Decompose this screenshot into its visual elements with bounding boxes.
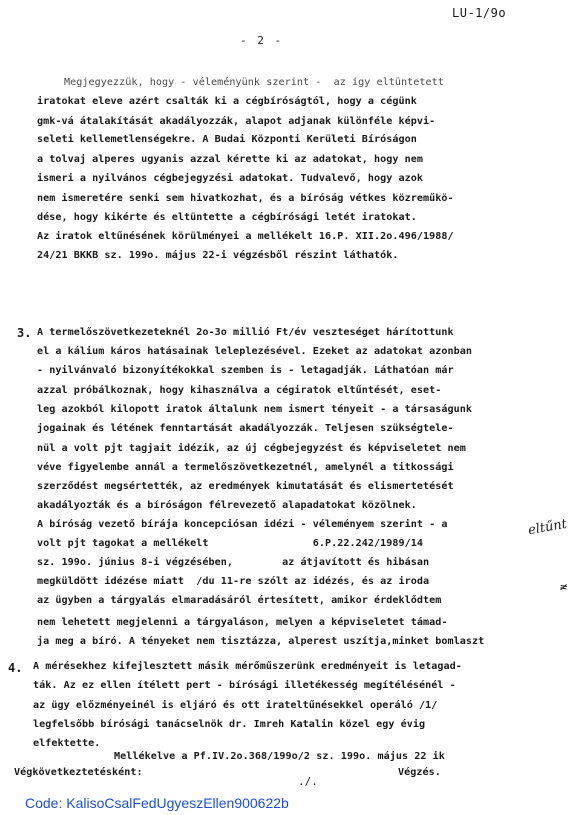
paragraph-4-line: az ügy előzményeinél is eljáró és ott irateltűnésekkel operáló /1/ xyxy=(33,700,438,711)
paragraph-4-line: legfelsőbb bírósági tanácselnök dr. Imreh Katalin közel egy évig xyxy=(33,719,426,730)
paragraph-1-line: 24/21 BKKB sz. 199o. május 22-i végzésből részint láthatók. xyxy=(37,250,399,261)
order-label: Végzés. xyxy=(398,767,441,778)
paragraph-4-line: elfektette. xyxy=(33,738,101,749)
paragraph-4-line: A mérésekhez kifejlesztett másik mérőműszerünk eredményeit is letagad- xyxy=(33,661,462,672)
paragraph-1-line: gmk-vá átalakítását akadályozzák, alapot adjanak különféle képvi- xyxy=(37,116,436,127)
page-separator: ./. xyxy=(298,775,318,788)
document-reference: LU-1/9o xyxy=(452,6,507,20)
page-number: - 2 - xyxy=(240,34,284,47)
paragraph-3-line: jogainak és létének fenntartását akadályozzák. Teljesen szükségtele- xyxy=(37,423,454,434)
paragraph-3-line: A termelőszövetkezeteknél 2o-3o millió Ft/év veszteséget hárítottunk xyxy=(37,327,454,338)
paragraph-1-line: a tolvaj alperes ugyanis azzal kérette ki az adatokat, hogy nem xyxy=(37,154,423,165)
paragraph-1-line: nem ismeretére senki sem hivatkozhat, és a bíróság vétkes közreműkö- xyxy=(37,193,454,204)
paragraph-3-line: nül a volt pjt tagjait idézik, az új cégbejegyzést és képviseletet nem xyxy=(37,443,466,454)
paragraph-3-line: véve figyelembe annál a termelőszövetkezetnél, amelynél a titkossági xyxy=(37,462,454,473)
paragraph-4-marker: 4. xyxy=(8,661,23,675)
paragraph-3-line: A bíróság vezető bírája koncepciósan idézi - véleményem szerint - a xyxy=(37,519,448,530)
paragraph-1-line: ismeri a nyilvános cégbejegyzési adatokat. Tudvalevő, hogy azok xyxy=(37,173,423,184)
paragraph-3-line: ja meg a bíró. A tényeket nem tisztázza, alperest uszítja,minket bomlaszt xyxy=(37,636,485,647)
paragraph-3-line: - nyilvánvaló bizonyítékokkal szemben is - letagadják. Láthatóan már xyxy=(37,365,454,376)
paragraph-1-line: dése, hogy kikérte és eltüntette a cégbírósági letét iratokat. xyxy=(37,212,417,223)
attachment-line: Mellékelve a Pf.IV.2o.368/199o/2 sz. 199o. május 22 ik xyxy=(114,751,445,762)
paragraph-1-line: iratokat eleve azért csalták ki a cégbíróságtól, hogy a cégünk xyxy=(37,96,417,107)
paragraph-4-line: ták. Az ez ellen ítélett pert - bírósági illetékesség megítélésénél - xyxy=(33,680,456,691)
paragraph-3-line: nem lehetett megjelenni a tárgyaláson, melyen a képviseletet támad- xyxy=(37,617,448,628)
paragraph-3-line: leg azokból kilopott iratok általunk nem ismert tényeit - a társaságunk xyxy=(37,404,473,415)
handwritten-mark: ≠ xyxy=(558,579,569,595)
paragraph-1-line: seleti kellemetlenségekre. A Budai Központi Kerületi Bíróságon xyxy=(37,134,417,145)
paragraph-1-line: Megjegyezzük, hogy - véleményünk szerint - az így eltüntetett xyxy=(64,77,444,88)
paragraph-1-line: Az iratok eltűnésének körülményei a mellékelt 16.P. XII.2o.496/1988/ xyxy=(37,231,454,242)
paragraph-3-line: akadályozták és a bíróságon félrevezető alapadatokat közölnek. xyxy=(37,500,417,511)
code-footer: Code: KalisoCsalFedUgyeszEllen900622b xyxy=(25,795,289,811)
paragraph-3-line: sz. 199o. június 8-i végzésében, az átjavított és hibásan xyxy=(37,557,430,568)
paragraph-3-line: az ügyben a tárgyalás elmaradásáról értesített, amikor érdeklődtem xyxy=(37,595,442,606)
handwritten-note: eltűnt xyxy=(526,516,569,539)
paragraph-3-line: el a kálium káros hatásainak leleplezésével. Ezeket az adatokat azonban xyxy=(37,346,473,357)
paragraph-3-line: szerződést megsértették, az eredmények kimutatását és elismertetését xyxy=(37,481,454,492)
paragraph-3-line: volt pjt tagokat a mellékelt 6.P.22.242/1989/14 xyxy=(37,538,423,549)
paragraph-3-line: azzal próbálkoznak, hogy kihasználva a cégiratok eltűntését, eset- xyxy=(37,385,442,396)
paragraph-3-line: megküldött idézése miatt /du 11-re szólt az idézés, és az iroda xyxy=(37,576,430,587)
paragraph-3-marker: 3. xyxy=(17,326,32,340)
conclusion-label: Végkövetkeztetésként: xyxy=(14,767,143,778)
